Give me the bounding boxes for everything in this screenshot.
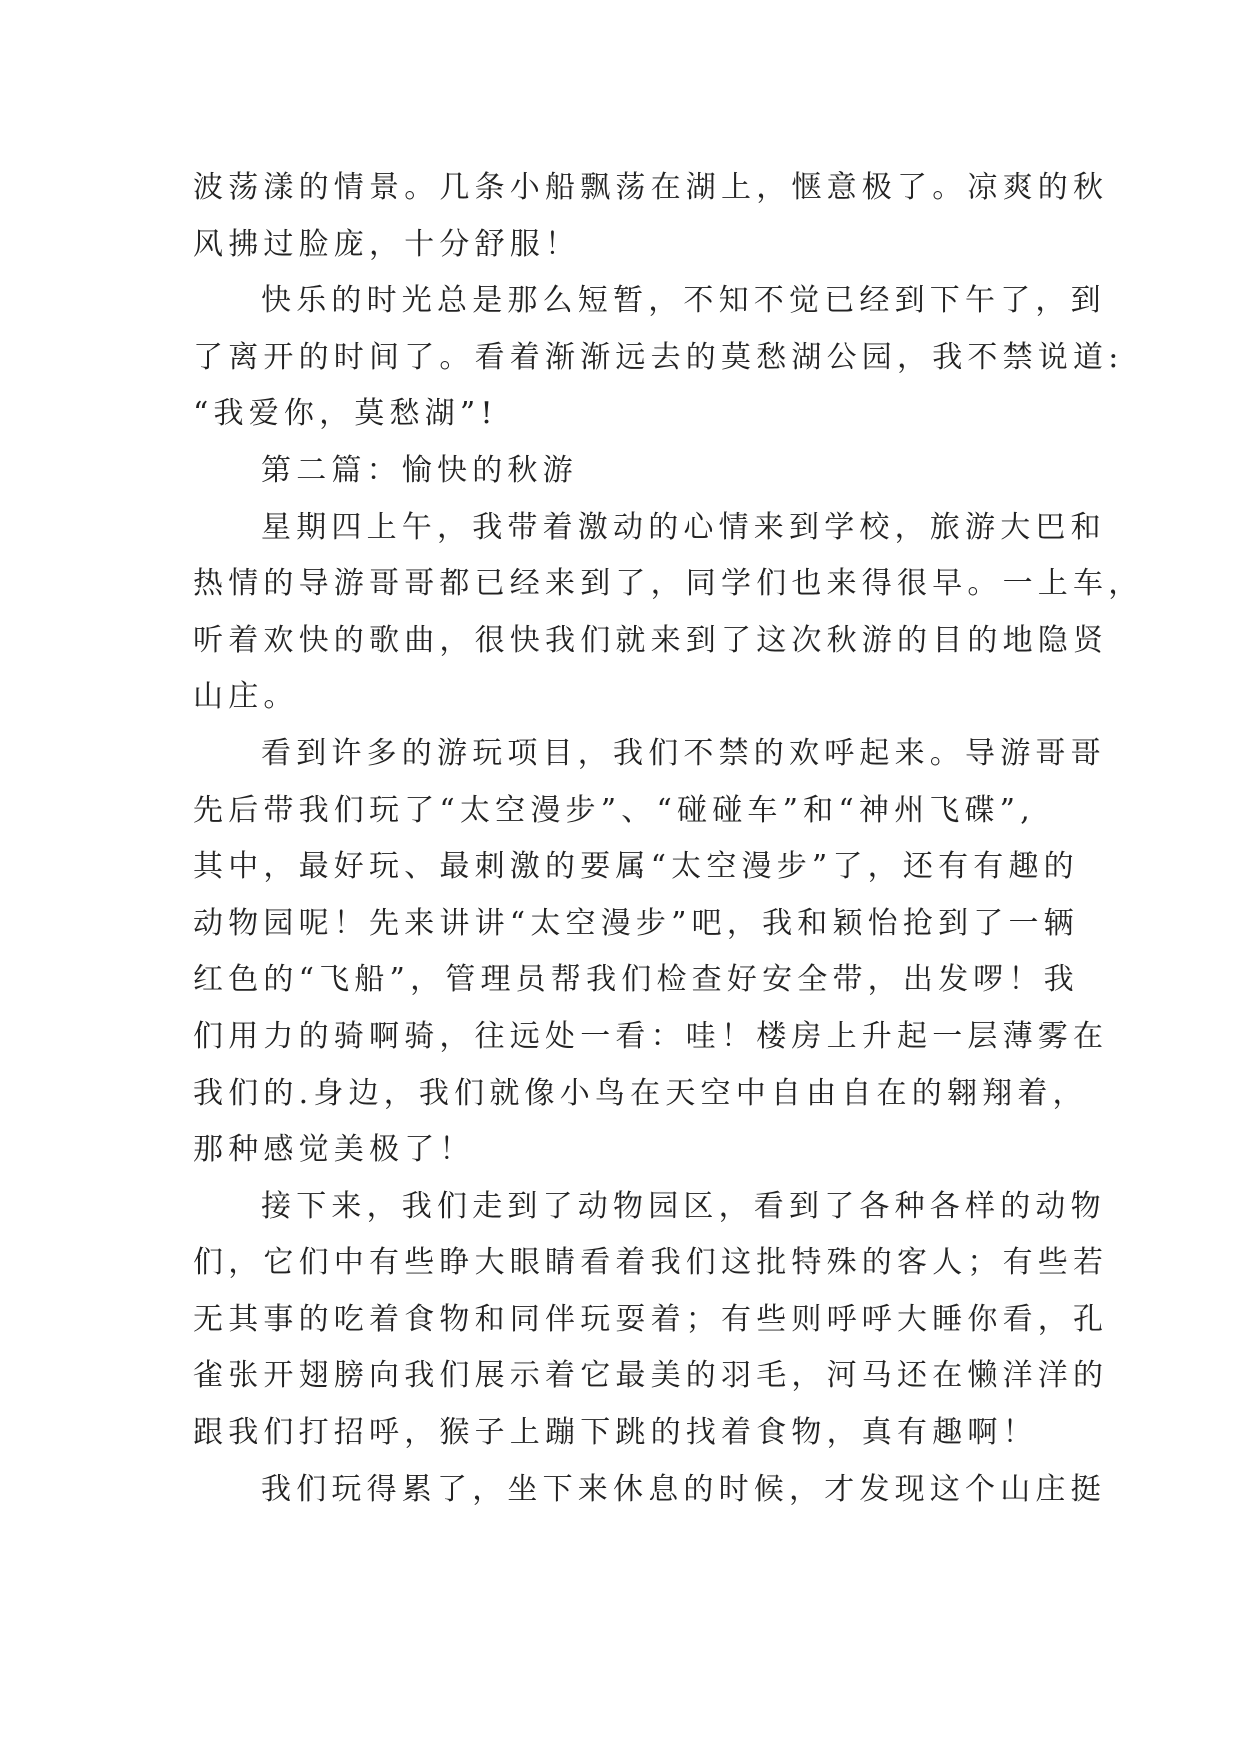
text-line: 波荡漾的情景。几条小船飘荡在湖上，惬意极了。凉爽的秋 xyxy=(193,170,1109,205)
text-line: “我爱你，莫愁湖”! xyxy=(193,396,498,432)
text-line: 先后带我们玩了“太空漫步”、“碰碰车”和“神州飞碟”, xyxy=(193,792,1035,828)
text-line: 风拂过脸庞，十分舒服！ xyxy=(193,226,581,262)
text-line: 们，它们中有些睁大眼睛看着我们这批特殊的客人；有些若 xyxy=(193,1245,1109,1281)
text-line: 了离开的时间了。看着渐渐远去的莫愁湖公园，我不禁说道: xyxy=(193,339,1124,375)
text-line: 们用力的骑啊骑，往远处一看：哇！楼房上升起一层薄雾在 xyxy=(193,1018,1109,1054)
text-line: 动物园呢！先来讲讲“太空漫步”吧，我和颖怡抢到了一辆 xyxy=(193,905,1079,941)
text-line: 无其事的吃着食物和同伴玩耍着；有些则呼呼大睡你看，孔 xyxy=(193,1301,1109,1337)
text-line: 山庄。 xyxy=(193,679,299,715)
text-line: 我们玩得累了，坐下来休息的时候，才发现这个山庄挺 xyxy=(261,1471,1106,1507)
section-heading: 第二篇：愉快的秋游 xyxy=(261,452,578,488)
text-line: 接下来，我们走到了动物园区，看到了各种各样的动物 xyxy=(261,1188,1106,1224)
text-line: 那种感觉美极了！ xyxy=(193,1132,475,1168)
text-line: 其中，最好玩、最刺激的要属“太空漫步”了，还有有趣的 xyxy=(193,849,1079,885)
text-line: 热情的导游哥哥都已经来到了，同学们也来得很早。一上车， xyxy=(193,566,1144,602)
text-line: 星期四上午，我带着激动的心情来到学校，旅游大巴和 xyxy=(261,509,1106,545)
text-line: 看到许多的游玩项目，我们不禁的欢呼起来。导游哥哥 xyxy=(261,735,1106,771)
text-line: 红色的“飞船”，管理员帮我们检查好安全带，出发啰！我 xyxy=(193,962,1079,998)
text-line: 我们的.身边，我们就像小鸟在天空中自由自在的翱翔着， xyxy=(193,1075,1088,1111)
text-line: 听着欢快的歌曲，很快我们就来到了这次秋游的目的地隐贤 xyxy=(193,622,1109,658)
text-line: 快乐的时光总是那么短暂，不知不觉已经到下午了，到 xyxy=(261,283,1106,319)
text-line: 跟我们打招呼，猴子上蹦下跳的找着食物，真有趣啊！ xyxy=(193,1415,1038,1451)
document-body xyxy=(193,160,1144,1518)
text-line: 雀张开翅膀向我们展示着它最美的羽毛，河马还在懒洋洋的 xyxy=(193,1358,1109,1394)
